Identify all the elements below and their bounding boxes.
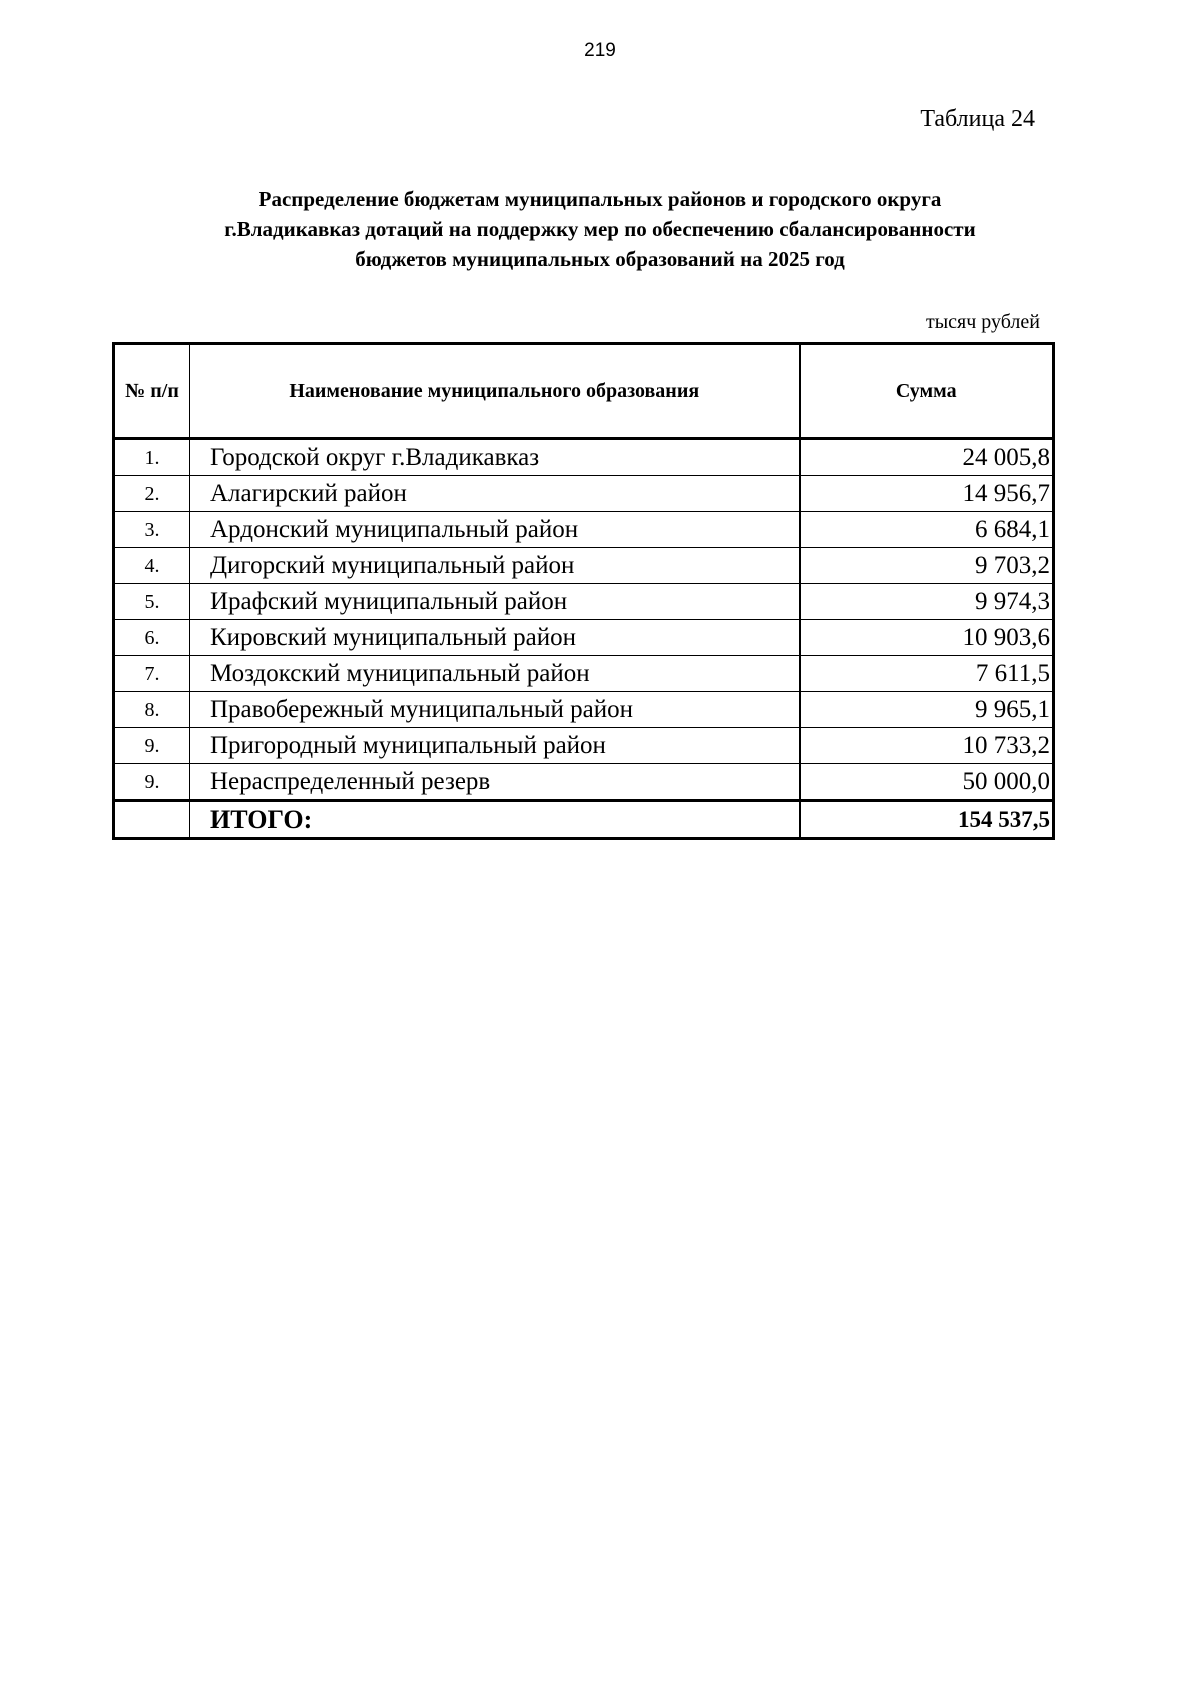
table-row: [114, 476, 1054, 512]
title-line-3: бюджетов муниципальных образований на 2025 год: [355, 247, 845, 271]
row-name: Моздокский муниципальный район: [190, 656, 800, 692]
table-body: [114, 439, 1054, 839]
row-num: 9.: [114, 764, 190, 801]
total-sum: 154 537,5: [800, 801, 1054, 839]
header-name: Наименование муниципального образования: [190, 344, 800, 439]
title-line-1: Распределение бюджетам муниципальных районов и городского округа: [258, 187, 942, 211]
row-sum: 9 965,1: [800, 692, 1054, 728]
total-label: ИТОГО:: [190, 801, 800, 839]
row-name: Дигорский муниципальный район: [190, 548, 800, 584]
row-num: 9.: [114, 728, 190, 764]
distribution-table: [112, 342, 1055, 840]
row-sum: 14 956,7: [800, 476, 1054, 512]
row-sum: 10 733,2: [800, 728, 1054, 764]
row-num: 5.: [114, 584, 190, 620]
page-number: 219: [584, 40, 616, 61]
table-row: [114, 764, 1054, 801]
total-row: [114, 801, 1054, 839]
table-row: [114, 728, 1054, 764]
row-num: 4.: [114, 548, 190, 584]
row-name: Алагирский район: [190, 476, 800, 512]
row-sum: 50 000,0: [800, 764, 1054, 801]
table-row: [114, 512, 1054, 548]
row-num: 8.: [114, 692, 190, 728]
table-row: [114, 548, 1054, 584]
table-row: [114, 584, 1054, 620]
units-label: тысяч рублей: [925, 311, 1040, 333]
row-name: Городской округ г.Владикавказ: [190, 439, 800, 476]
header-sum: Сумма: [800, 344, 1054, 439]
row-num: 7.: [114, 656, 190, 692]
row-name: Нераспределенный резерв: [190, 764, 800, 801]
row-name: Кировский муниципальный район: [190, 620, 800, 656]
row-name: Правобережный муниципальный район: [190, 692, 800, 728]
table-row: [114, 692, 1054, 728]
total-num: [114, 801, 190, 839]
table-row: [114, 620, 1054, 656]
row-sum: 9 974,3: [800, 584, 1054, 620]
row-num: 1.: [114, 439, 190, 476]
document-title: [100, 184, 1100, 274]
row-sum: 6 684,1: [800, 512, 1054, 548]
row-sum: 24 005,8: [800, 439, 1054, 476]
title-line-2: г.Владикавказ дотаций на поддержку мер по обеспечению сбалансированности: [224, 217, 976, 241]
row-num: 3.: [114, 512, 190, 548]
table-row: [114, 656, 1054, 692]
row-sum: 10 903,6: [800, 620, 1054, 656]
table-label: Таблица 24: [920, 106, 1035, 132]
row-num: 2.: [114, 476, 190, 512]
row-num: 6.: [114, 620, 190, 656]
table-row: [114, 439, 1054, 476]
row-name: Пригородный муниципальный район: [190, 728, 800, 764]
row-sum: 9 703,2: [800, 548, 1054, 584]
row-name: Ардонский муниципальный район: [190, 512, 800, 548]
table-header-row: [114, 344, 1054, 439]
row-name: Ирафский муниципальный район: [190, 584, 800, 620]
header-num: № п/п: [114, 344, 190, 439]
row-sum: 7 611,5: [800, 656, 1054, 692]
